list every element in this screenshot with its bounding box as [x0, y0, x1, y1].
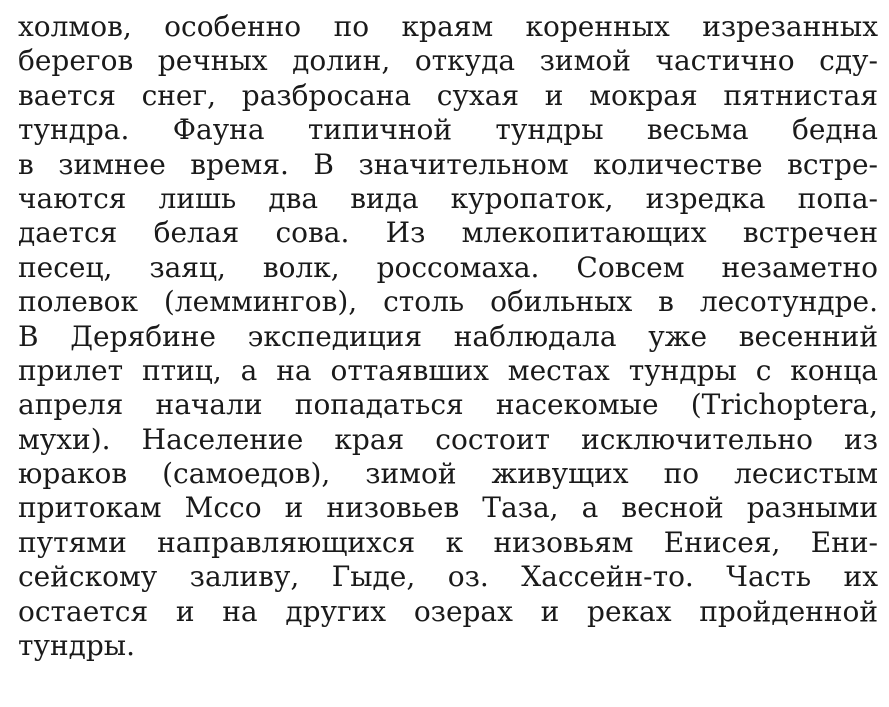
text-line: остается и на других озерах и реках пройденной	[18, 594, 878, 628]
text-line: В Дерябине экспедиция наблюдала уже весенний	[18, 319, 878, 353]
text-line: прилет птиц, а на оттаявших местах тундры с конца	[18, 353, 878, 387]
text-line: юраков (самоедов), зимой живущих по лесистым	[18, 457, 878, 491]
text-line: в зимнее время. В значительном количестве встре-	[18, 147, 878, 181]
text-line: холмов, особенно по краям коренных изрезанных	[18, 10, 878, 43]
text-line: чаются лишь два вида куропаток, изредка попа-	[18, 181, 878, 215]
text-line: вается снег, разбросана сухая и мокрая пятнистая	[18, 78, 878, 112]
document-page	[18, 10, 878, 700]
text-line: тундры.	[18, 629, 135, 663]
text-line: полевок (леммингов), столь обильных в лесотундре.	[18, 285, 878, 319]
text-line: мухи). Население края состоит исключительно из	[18, 422, 878, 456]
text-line: притокам Мсcо и низовьев Таза, а весной разными	[18, 491, 878, 525]
text-line: тундра. Фауна типичной тундры весьма бедна	[18, 113, 878, 147]
text-line: дается белая сова. Из млекопитающих встречен	[18, 216, 878, 250]
text-line: путями направляющихся к низовьям Енисея, Ени-	[18, 525, 878, 559]
text-line: апреля начали попадаться насекомые (Trichoptera,	[18, 388, 878, 422]
text-line: берегов речных долин, откуда зимой частично сду-	[18, 44, 878, 78]
text-line: сейскому заливу, Гыде, оз. Хассейн-то. Часть их	[18, 560, 878, 594]
text-line: песец, заяц, волк, россомаха. Совсем незаметно	[18, 250, 878, 284]
